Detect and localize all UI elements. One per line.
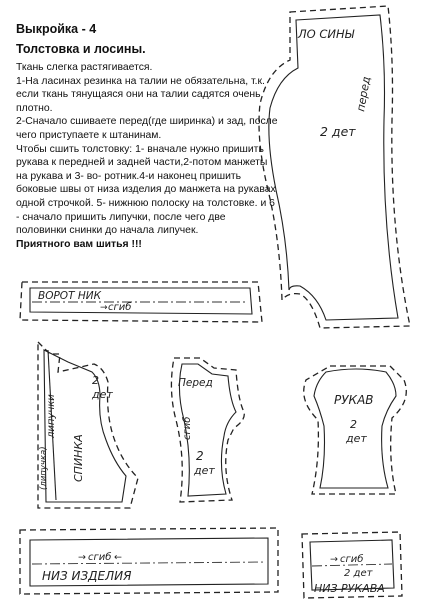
instruction-paragraph: 2-Сначало сшиваете перед(где ширинка) и зад, после чего приступаете к штанинам. — [16, 116, 278, 141]
svg-text:→: → — [78, 552, 86, 563]
cuff-count-label: 2 дет — [344, 568, 373, 579]
front-pattern-piece — [171, 358, 244, 502]
back-pattern-piece — [38, 342, 138, 508]
hem-fold-label: сгиб — [88, 552, 112, 563]
leggings-front-label: перед — [354, 75, 374, 113]
back-velcro-side-label: липучки — [46, 394, 57, 438]
back-name-label: СПИНКА — [72, 434, 85, 482]
front-count-unit: дет — [194, 464, 215, 477]
instruction-paragraph: Чтобы сшить толстовку: 1- вначале нужно пришить рукава к передней и задней части,2-потом манжеты на рукава и 3- во- ротник.4-и наконец пришить боковые швы от низа изделия до манжета на рукавах одной строчкой. 5- нижнюю полоску на толстовке. и 6 - сначало пришить липучки, после чего две половинки снинки до начала липучек. — [16, 143, 276, 237]
leggings-count-label: 2 дет — [320, 124, 356, 139]
closing-note: Приятного вам шитья !!! — [16, 238, 142, 250]
sleeve-name-label: РУКАВ — [334, 393, 374, 407]
sleeve-count-number: 2 — [350, 418, 357, 431]
svg-text:→: → — [100, 303, 108, 313]
collar-name-label: ВОРОТ НИК — [38, 290, 102, 302]
front-fold-label: сгиб — [182, 416, 193, 440]
cuff-fold-label: сгиб — [340, 554, 364, 565]
back-velcro-bottom-label: (липучка) — [39, 446, 49, 490]
page-title: Выкройка - 4 — [16, 22, 97, 36]
back-count-number: 2 — [92, 374, 99, 387]
back-count-unit: дет — [92, 388, 113, 401]
collar-fold-label: сгиб — [108, 302, 132, 313]
hem-name-label: НИЗ ИЗДЕЛИЯ — [42, 569, 132, 583]
instruction-paragraph: 1-На ласинах резинка на талии не обязательна, т.к. если ткань тянущаяся они на талии садятся очень плотно. — [16, 75, 265, 114]
sleeve-count-unit: дет — [346, 432, 367, 445]
cuff-name-label: НИЗ РУКАВА — [314, 582, 385, 595]
svg-text:→: → — [330, 554, 338, 565]
hem-pattern-piece — [20, 528, 278, 594]
leggings-name-label: ЛО СИНЫ — [298, 27, 355, 41]
svg-text:←: ← — [114, 552, 122, 563]
sleeve-pattern-piece — [304, 366, 407, 494]
front-count-number: 2 — [196, 449, 204, 463]
page-subtitle: Толстовка и лосины. — [16, 42, 146, 56]
collar-pattern-piece — [20, 282, 262, 322]
cuff-pattern-piece — [302, 532, 402, 598]
instructions-block — [16, 22, 278, 251]
front-name-label: Перед — [178, 377, 213, 389]
instruction-paragraph: Ткань слегка растягивается. — [16, 62, 153, 73]
leggings-pattern-piece — [259, 6, 410, 328]
